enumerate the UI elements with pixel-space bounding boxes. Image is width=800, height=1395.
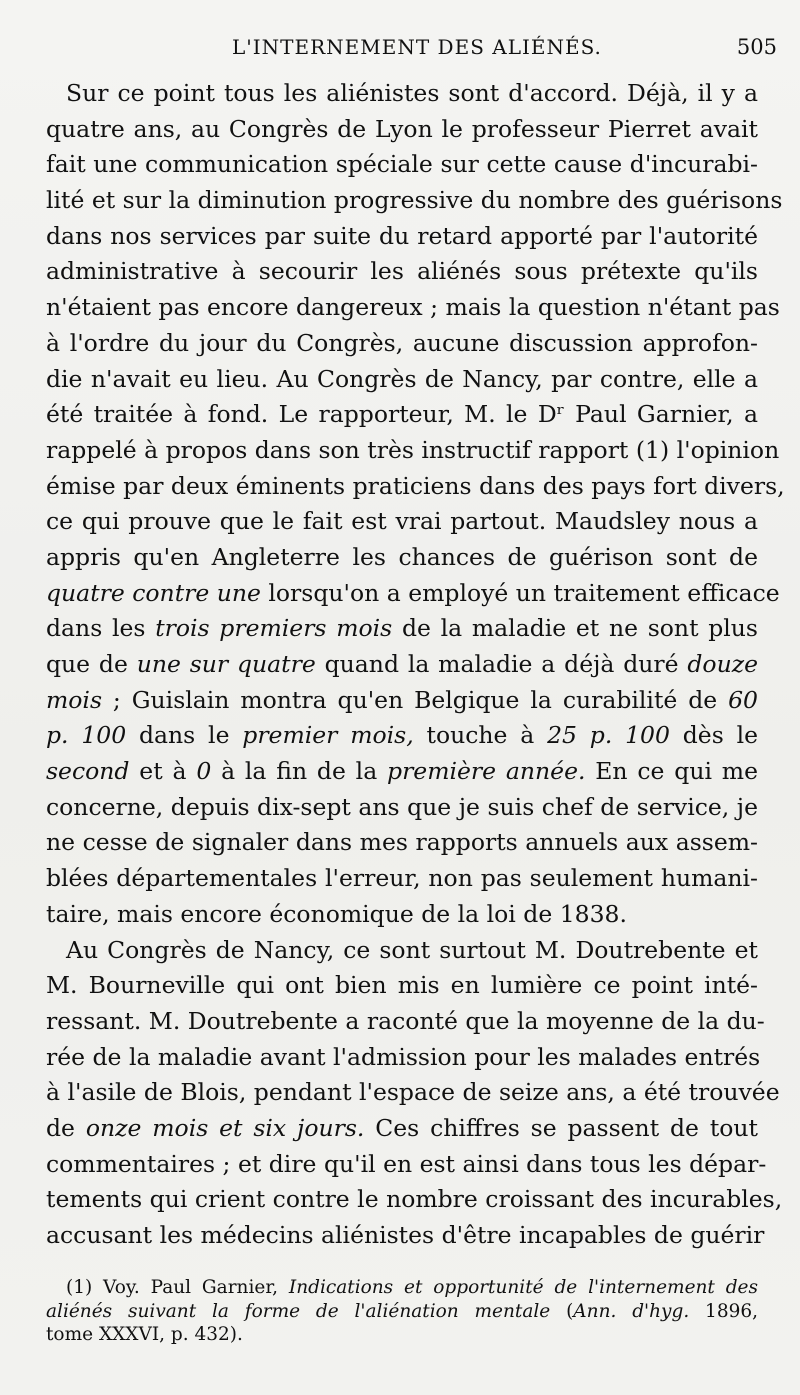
- text-run: ; Guislain montra qu'en Belgique la curabilité de: [102, 685, 729, 714]
- text-run: que de: [46, 650, 137, 678]
- text-line: rée de la maladie avant l'admission pour les malades entrés: [46, 1042, 761, 1071]
- text-run: quand la maladie a déjà duré: [315, 650, 688, 678]
- footnote-line: [46, 1300, 758, 1324]
- text-line: blées départementales l'erreur, non pas seulement humani-: [46, 864, 758, 893]
- text-line: tements qui crient contre le nombre croissant des incurables,: [46, 1185, 783, 1214]
- text-line: rappelé à propos dans son très instructif rapport (1) l'opinion: [46, 435, 780, 464]
- text-line: à l'ordre du jour du Congrès, aucune discussion approfon-: [46, 328, 758, 357]
- text-run: dans les: [46, 614, 156, 643]
- italic-phrase: douze: [687, 650, 759, 678]
- page-header: [0, 35, 800, 65]
- text-line: [46, 718, 758, 754]
- text-line: fait une communication spéciale sur cette cause d'incurabi-: [46, 150, 758, 179]
- italic-phrase: Ann. d'hyg.: [573, 1300, 690, 1322]
- body-text: [46, 76, 785, 1254]
- text-line: ressant. M. Doutrebente a raconté que la moyenne de la du-: [46, 1006, 765, 1035]
- italic-phrase: première année.: [387, 757, 586, 786]
- text-line: [46, 647, 758, 683]
- text-line: M. Bourneville qui ont bien mis en lumière ce point inté-: [46, 971, 758, 1000]
- text-run: dans le: [126, 721, 243, 750]
- text-run: Ces chiffres se passent de tout: [364, 1113, 758, 1142]
- italic-phrase: 60: [728, 685, 758, 714]
- text-line: concerne, depuis dix-sept ans que je suis chef de service, je: [46, 792, 758, 821]
- footnote: [46, 1276, 758, 1347]
- italic-phrase: 25 p. 100: [547, 721, 670, 750]
- italic-phrase: onze mois et six jours.: [85, 1113, 365, 1142]
- text-line: ce qui prouve que le fait est vrai partout. Maudsley nous a: [46, 507, 758, 536]
- text-run: de: [46, 1113, 86, 1142]
- text-line: [46, 754, 758, 790]
- italic-phrase: trois premiers mois: [155, 614, 393, 643]
- text-run: lorsqu'on a employé un traitement efficace: [260, 578, 780, 607]
- text-run: à la fin de la: [211, 757, 388, 786]
- text-line: die n'avait eu lieu. Au Congrès de Nancy, par contre, elle a: [46, 364, 758, 393]
- footnote-line: [46, 1276, 758, 1300]
- text-line: quatre ans, au Congrès de Lyon le professeur Pierret avait: [46, 114, 758, 143]
- italic-phrase: p. 100: [46, 721, 127, 750]
- text-line: ne cesse de signaler dans mes rapports annuels aux assem-: [46, 828, 758, 857]
- text-line: Au Congrès de Nancy, ce sont surtout M. Doutrebente et: [66, 935, 758, 964]
- text-line: dans nos services par suite du retard apporté par l'autorité: [46, 221, 758, 250]
- text-run: de la maladie et ne sont plus: [392, 614, 758, 643]
- text-run: (: [550, 1300, 574, 1322]
- text-run: En ce qui me: [585, 757, 758, 786]
- text-line: [46, 1111, 758, 1147]
- text-line: commentaires ; et dire qu'il en est ainsi dans tous les dépar-: [46, 1149, 767, 1178]
- text-line: taire, mais encore économique de la loi de 1838.: [46, 899, 627, 928]
- text-line: n'étaient pas encore dangereux ; mais la question n'étant pas: [46, 293, 780, 322]
- text-run: et à: [129, 757, 197, 786]
- text-line: Sur ce point tous les aliénistes sont d'accord. Déjà, il y a: [66, 79, 758, 107]
- italic-phrase: une sur quatre: [136, 650, 316, 678]
- text-line: [46, 576, 780, 612]
- italic-phrase: premier mois,: [242, 721, 414, 750]
- page-number: 505: [736, 35, 777, 59]
- text-line: appris qu'en Angleterre les chances de guérison sont de: [46, 542, 758, 571]
- text-run: (1) Voy. Paul Garnier,: [66, 1277, 289, 1298]
- text-line: émise par deux éminents praticiens dans des pays fort divers,: [46, 471, 785, 500]
- text-line: été traitée à fond. Le rapporteur, M. le Dʳ Paul Garnier, a: [46, 400, 758, 429]
- text-line: à l'asile de Blois, pendant l'espace de seize ans, a été trouvée: [46, 1078, 780, 1107]
- italic-phrase: 0: [196, 757, 212, 786]
- text-run: dès le: [669, 721, 758, 750]
- text-line: lité et sur la diminution progressive du nombre des guérisons: [46, 186, 783, 215]
- italic-phrase: aliénés suivant la forme de l'aliénation mentale: [46, 1300, 551, 1322]
- running-title: L'INTERNEMENT DES ALIÉNÉS.: [232, 35, 602, 59]
- text-run: touche à: [413, 721, 548, 750]
- text-line: accusant les médecins aliénistes d'être incapables de guérir: [46, 1221, 765, 1249]
- text-line: administrative à secourir les aliénés sous prétexte qu'ils: [46, 257, 758, 286]
- italic-phrase: Indications et opportunité de l'internement des: [288, 1277, 758, 1298]
- text-run: 1896,: [689, 1300, 759, 1322]
- italic-phrase: mois: [46, 685, 103, 714]
- text-line: [46, 611, 758, 647]
- italic-phrase: quatre contre une: [46, 578, 261, 607]
- italic-phrase: second: [46, 757, 130, 786]
- footnote-line: tome XXXVI, p. 432).: [46, 1324, 243, 1345]
- text-line: [46, 683, 758, 719]
